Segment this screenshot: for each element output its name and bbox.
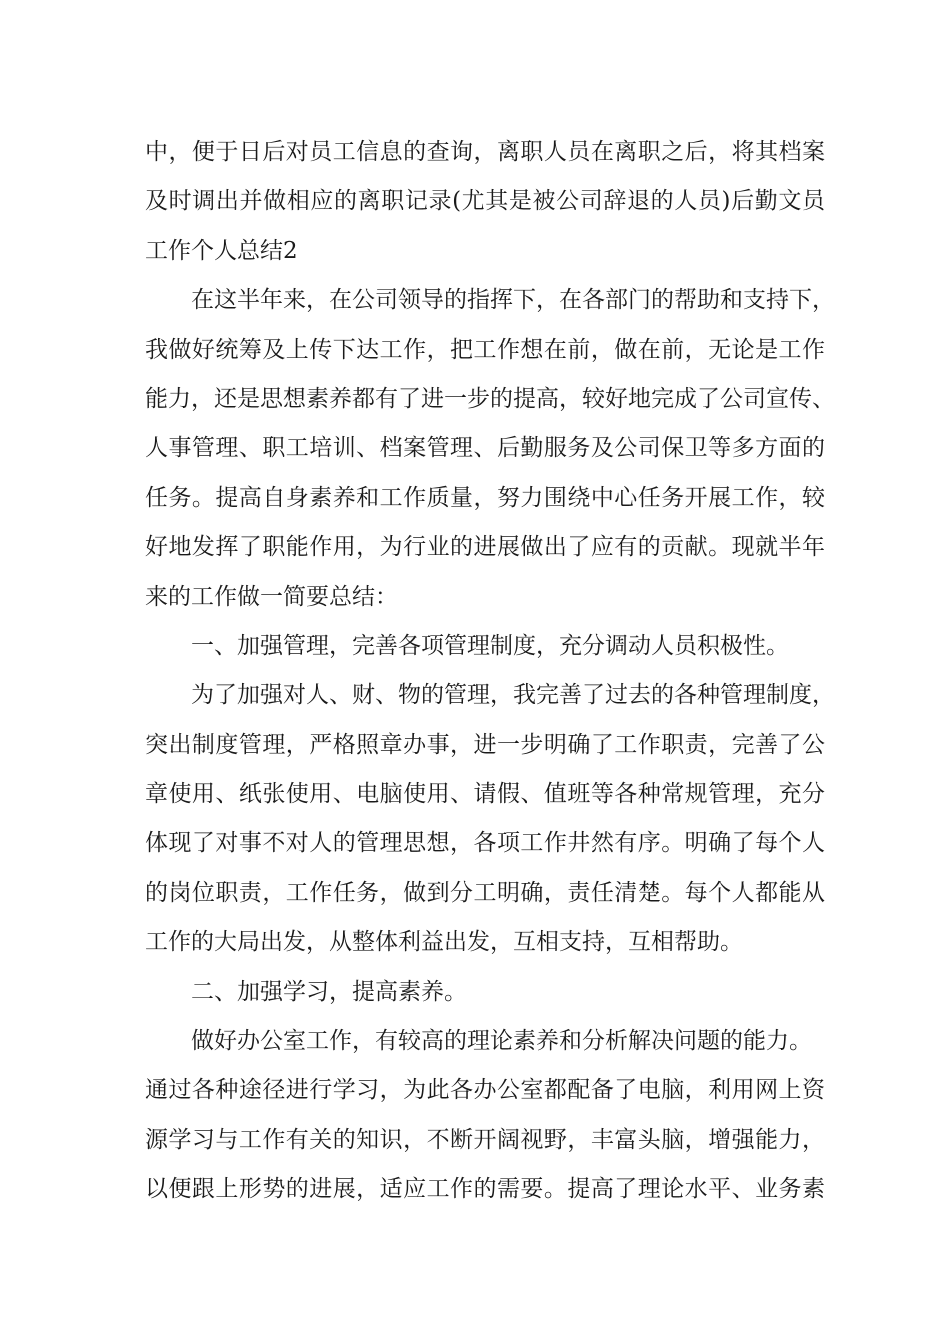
text-line: 任务。提高自身素养和工作质量，努力围绕中心任务开展工作，较 (145, 484, 825, 511)
text-line: 来的工作做一简要总结： (145, 583, 398, 610)
text-line: 一、加强管理，完善各项管理制度，充分调动人员积极性。 (191, 632, 789, 659)
text-line: 工作个人总结2 (145, 237, 298, 264)
text-line: 体现了对事不对人的管理思想，各项工作井然有序。明确了每个人 (145, 830, 825, 857)
document-body-text (145, 128, 835, 1215)
text-line: 及时调出并做相应的离职记录(尤其是被公司辞退的人员)后勤文员 (145, 188, 825, 215)
text-line: 突出制度管理，严格照章办事，进一步明确了工作职责，完善了公 (145, 731, 825, 758)
text-line: 为了加强对人、财、物的管理，我完善了过去的各种管理制度， (191, 682, 835, 709)
text-line: 章使用、纸张使用、电脑使用、请假、值班等各种常规管理，充分 (145, 781, 825, 808)
text-line: 中，便于日后对员工信息的查询，离职人员在离职之后，将其档案 (145, 139, 825, 165)
text-line: 工作的大局出发，从整体利益出发，互相支持，互相帮助。 (145, 929, 743, 956)
text-line: 的岗位职责，工作任务，做到分工明确，责任清楚。每个人都能从 (145, 879, 825, 906)
text-line: 以便跟上形势的进展，适应工作的需要。提高了理论水平、业务素 (145, 1176, 825, 1203)
text-line: 能力，还是思想素养都有了进一步的提高，较好地完成了公司宣传、 (145, 385, 835, 412)
text-line: 通过各种途径进行学习，为此各办公室都配备了电脑，利用网上资 (145, 1077, 825, 1104)
text-line: 好地发挥了职能作用，为行业的进展做出了应有的贡献。现就半年 (145, 534, 825, 561)
text-line: 我做好统筹及上传下达工作，把工作想在前，做在前，无论是工作 (145, 336, 825, 363)
text-line: 做好办公室工作，有较高的理论素养和分析解决问题的能力。 (191, 1028, 812, 1055)
text-line: 在这半年来，在公司领导的指挥下，在各部门的帮助和支持下， (191, 287, 835, 314)
text-line: 二、加强学习，提高素养。 (191, 978, 467, 1005)
text-line: 源学习与工作有关的知识，不断开阔视野，丰富头脑，增强能力， (145, 1126, 825, 1153)
text-line: 人事管理、职工培训、档案管理、后勤服务及公司保卫等多方面的 (145, 435, 825, 462)
